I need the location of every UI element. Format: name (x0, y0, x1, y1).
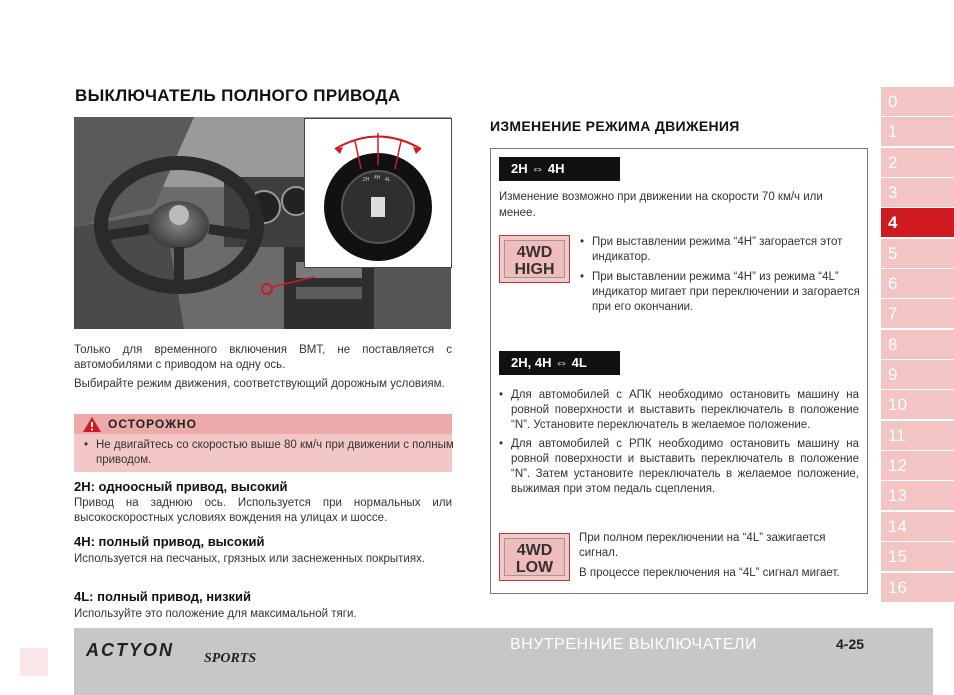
mode-4l-text: Используйте это положение для максимальной тяги. (74, 608, 357, 620)
indicator-low-line2: LOW (515, 559, 554, 576)
list-item: • При выставлении режима “4H” загорается этот индикатор. (580, 235, 860, 265)
page-number: 4-25 (836, 636, 865, 652)
tab-13[interactable]: 13 (881, 481, 954, 510)
tag-2h-4h-4l: 2H, 4H ⇔ 4L (499, 351, 620, 375)
low-signal-on-text: При полном переключении на “4L” зажигается сигнал. (579, 532, 826, 559)
tab-0[interactable]: 0 (881, 87, 954, 116)
mode-2h-text: Привод на заднюю ось. Используется при нормальных или высокоскоростных условиях вождения на улицах и шоссе. (74, 497, 452, 524)
tab-10[interactable]: 10 (881, 390, 954, 419)
tab-12[interactable]: 12 (881, 451, 954, 480)
chapter-tabs (881, 87, 954, 603)
mode-4h-text: Используется на песчаных, грязных или заснеженных покрытиях. (74, 553, 425, 565)
page-footer (74, 628, 933, 695)
page-title: ВЫКЛЮЧАТЕЛЬ ПОЛНОГО ПРИВОДА (75, 86, 401, 105)
actyon-sports-logo (86, 636, 316, 668)
high-indicator-list (580, 235, 860, 320)
warning-title: ОСТОРОЖНО (108, 417, 197, 431)
tab-3[interactable]: 3 (881, 178, 954, 207)
logo-script-text: SPORTS (204, 651, 257, 666)
warning-header (74, 414, 452, 434)
tab-11[interactable]: 11 (881, 421, 954, 450)
low-shift-list (499, 388, 859, 501)
indicator-4wd-high-icon (499, 235, 570, 283)
tag-2h-4h: 2H ⇔ 4H (499, 157, 620, 181)
list-item: • Для автомобилей с АПК необходимо остановить машину на ровной поверхности и выставить переключатель в положение “N”. Установите переключатель в желаемое положение. (499, 388, 859, 433)
indicator-high-line1: 4WD (516, 244, 553, 261)
tab-5[interactable]: 5 (881, 239, 954, 268)
speed-note: Изменение возможно при движении на скорости 70 км/ч или менее. (499, 191, 823, 219)
tab-7[interactable]: 7 (881, 299, 954, 328)
tab-6[interactable]: 6 (881, 269, 954, 298)
mode-4l-heading: 4L: полный привод, низкий (74, 589, 252, 604)
intro-text: Только для временного включения ВМТ, не поставляется с автомобилями с приводом на одну ось. (74, 344, 452, 371)
switch-label-4l: 4L (385, 177, 391, 183)
list-item: • Для автомобилей с РПК необходимо остановить машину на ровной поверхности и выставить переключатель в положение “N”. Затем установите переключатель в желаемое положение, выжимая при этом педаль сцепления. (499, 437, 859, 497)
switch-inset (304, 118, 452, 268)
tab-14[interactable]: 14 (881, 512, 954, 541)
indicator-low-line1: 4WD (516, 542, 553, 559)
warning-icon (82, 416, 102, 433)
footer-section-title: ВНУТРЕННИЕ ВЫКЛЮЧАТЕЛИ (510, 636, 758, 653)
mode-4h-heading: 4H: полный привод, высокий (74, 534, 265, 549)
warning-box (74, 414, 452, 472)
intro-text-2: Выбирайте режим движения, соответствующий дорожным условиям. (74, 378, 445, 390)
tab-4[interactable]: 4 (881, 208, 954, 237)
tab-2[interactable]: 2 (881, 148, 954, 177)
low-signal-blink-text: В процессе переключения на “4L” сигнал мигает. (579, 567, 840, 579)
corner-mark (20, 648, 48, 676)
section-title: ИЗМЕНЕНИЕ РЕЖИМА ДВИЖЕНИЯ (490, 118, 740, 134)
switch-label-4h: 4H (374, 175, 381, 181)
switch-label-2h: 2H (363, 177, 370, 183)
mode-2h-heading: 2H: одноосный привод, высокий (74, 479, 288, 494)
tab-1[interactable]: 1 (881, 117, 954, 146)
list-item: • При выставлении режима “4H” из режима “4L” индикатор мигает при переключении и загорается при его окончании. (580, 270, 860, 315)
logo-main-text: ACTYON (86, 640, 174, 660)
tab-8[interactable]: 8 (881, 330, 954, 359)
indicator-high-line2: HIGH (514, 261, 555, 278)
tab-15[interactable]: 15 (881, 542, 954, 571)
indicator-4wd-low-icon (499, 533, 570, 581)
tab-16[interactable]: 16 (881, 573, 954, 602)
tab-9[interactable]: 9 (881, 360, 954, 389)
warning-text: • Не двигайтесь со скоростью выше 80 км/ч при движении с полным приводом. (84, 438, 456, 468)
